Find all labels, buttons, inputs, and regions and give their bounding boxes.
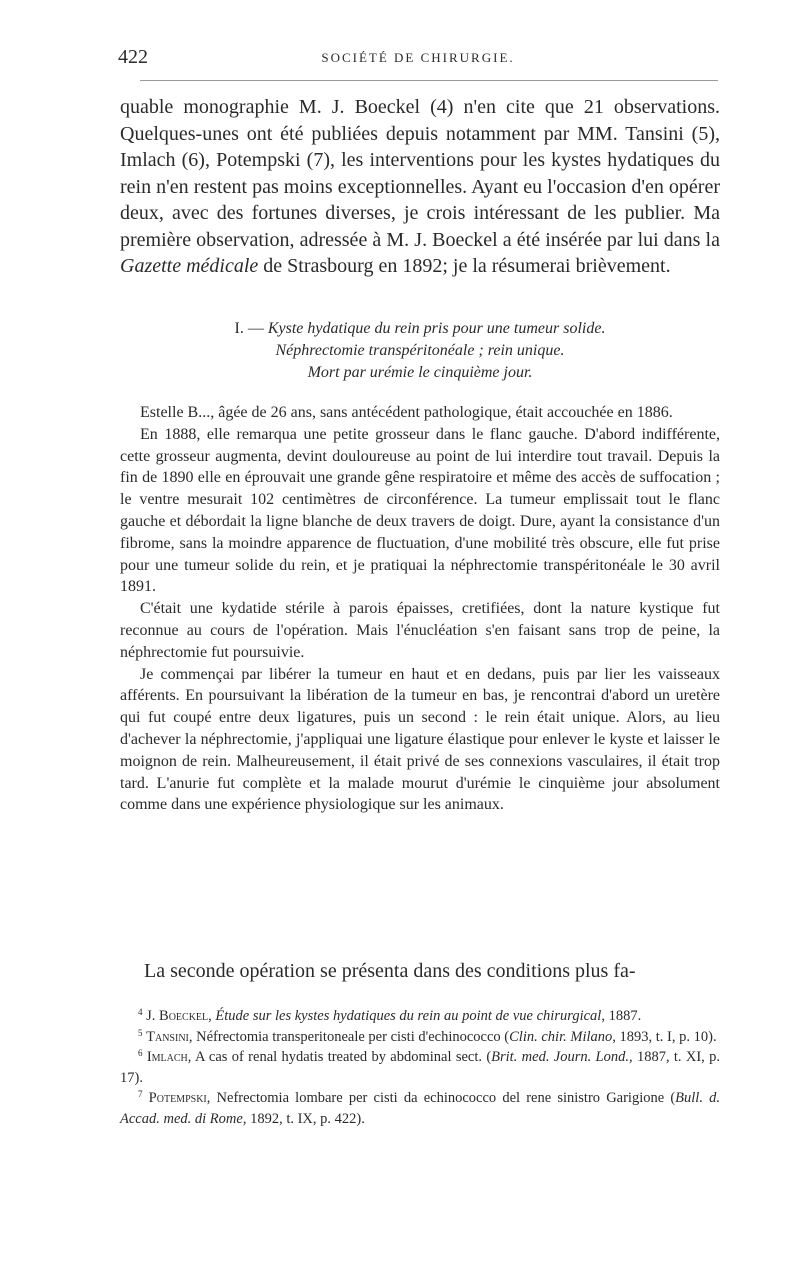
case-title-line1 bbox=[120, 318, 720, 340]
footnote-text: Nefrectomia lombare per cisti da echinococco del rene sinistro Garigione ( bbox=[216, 1090, 676, 1106]
running-title: SOCIÉTÉ DE CHIRURGIE. bbox=[321, 50, 515, 65]
footnote-rest: , 1887, t. XI, p. 17). bbox=[120, 1049, 721, 1086]
intro-text-part2: de Strasbourg en 1892; je la résumerai brièvement. bbox=[258, 255, 671, 277]
footnote-separator: , bbox=[206, 1090, 217, 1106]
footnote bbox=[120, 1027, 720, 1048]
page-number: 422 bbox=[118, 46, 148, 68]
case-paragraph: Je commençai par libérer la tumeur en haut et en dedans, puis par lier les vaisseaux afférents. En poursuivant la libération de la tumeur en bas, je rencontrai d'abord un uretère qui fut coupé entre deux ligatures, puis un second : le rein était unique. Alors, au lieu d'achever la néphrectomie, j'appliquai une ligature élastique pour enlever le kyste et laisser le moignon de rein. Malheureusement, il était privé de ses connexions vasculaires, il était trop tard. L'anurie fut complète et la malade mourut d'urémie le cinquième jour absolument comme dans une expérience physiologique sur les animaux. bbox=[120, 665, 720, 814]
footnote bbox=[120, 1006, 720, 1027]
footnote-separator: , bbox=[187, 1049, 195, 1065]
case-paragraph: En 1888, elle remarqua une petite grosseur dans le flanc gauche. D'abord indifférente, cette grosseur augmenta, devint douloureuse au point de lui interdire tout travail. Depuis la fin de 1890 elle en éprouvait une grande gêne respiratoire et même des accès de suffocation ; le ventre mesurait 102 centimètres de circonférence. La tumeur emplissait tout le flanc gauche et débordait la ligne blanche de deux travers de doigt. Dure, ayant la consistance d'un fibrome, sans la moindre apparence de fluctuation, d'une mobilité très obscure, elle fut prise pour une tumeur solide du rein, et je pratiquai la néphrectomie transpéritonéale le 30 avril 1891. bbox=[120, 425, 720, 596]
case-numeral: I. — bbox=[234, 320, 268, 337]
case-body bbox=[120, 402, 720, 816]
footnote-number: 6 bbox=[138, 1048, 143, 1058]
footnote-rest: , 1893, t. I, p. 10). bbox=[612, 1028, 717, 1045]
footnote-title: Étude sur les kystes hydatiques du rein au point de vue chirurgical bbox=[215, 1008, 602, 1024]
case-title-line2 bbox=[120, 340, 720, 362]
intro-text bbox=[120, 94, 720, 280]
case-title bbox=[120, 318, 720, 384]
case-paragraph: Estelle B..., âgée de 26 ans, sans antécédent pathologique, était accouchée en 1886. bbox=[140, 404, 673, 421]
case-title-text1: Kyste hydatique du rein pris pour une tumeur solide. bbox=[267, 320, 606, 337]
intro-journal-title: Gazette médicale bbox=[120, 255, 259, 277]
footnote-author: Imlach bbox=[146, 1049, 188, 1065]
footnote-journal: Bull. d. Accad. med. di Rome bbox=[120, 1090, 721, 1127]
footnote-journal: Brit. med. Journ. Lond. bbox=[491, 1049, 629, 1065]
case-paragraph: C'était une kydatide stérile à parois épaisses, cretifiées, dont la nature kystique fut reconnue au cours de l'opération. Mais l'énucléation s'en faisant sans trop de peine, la néphrectomie fut poursuivie. bbox=[120, 600, 720, 661]
footnote-rest: , 1887. bbox=[601, 1008, 642, 1024]
case-title-text3: Mort par urémie le cinquième jour. bbox=[307, 364, 533, 381]
footnote-text: Néfrectomia transperitoneale per cisti d'echinococco ( bbox=[196, 1028, 510, 1045]
footnote-number: 4 bbox=[138, 1007, 143, 1017]
footnote bbox=[120, 1088, 720, 1129]
footnote-number: 7 bbox=[138, 1089, 143, 1099]
footnote-author: Tansini bbox=[146, 1028, 189, 1045]
footnote-author: Potempski bbox=[148, 1090, 207, 1106]
header-rule bbox=[140, 80, 718, 81]
footnote-journal: Clin. chir. Milano bbox=[509, 1028, 613, 1045]
footnote-separator: , bbox=[188, 1028, 197, 1045]
case-title-line3 bbox=[120, 362, 720, 384]
intro-text-part1: quable monographie M. J. Boeckel (4) n'en cite que 21 observations. Quelques-unes ont été publiées depuis notamment par MM. Tansini (5), Imlach (6), Potempski (7), les interventions pour les kystes hydatiques du rein n'en restent pas moins exceptionnelles. Ayant eu l'occasion d'en opérer deux, avec des fortunes diverses, je crois intéressant de les publier. Ma première observation, adressée à M. J. Boeckel a été insérée par lui dans la bbox=[120, 96, 720, 251]
intro-paragraph bbox=[120, 94, 720, 280]
footnote-rest: , 1892, t. IX, p. 422). bbox=[242, 1110, 365, 1127]
footnote-author: J. Boeckel bbox=[146, 1008, 209, 1024]
continuation-line: La seconde opération se présenta dans des conditions plus fa- bbox=[144, 960, 636, 982]
footnote-number: 5 bbox=[138, 1027, 143, 1038]
footnote-text: A cas of renal hydatis treated by abdominal sect. ( bbox=[194, 1049, 492, 1065]
case-title-text2: Néphrectomie transpéritonéale ; rein unique. bbox=[275, 342, 565, 359]
footnote bbox=[120, 1047, 720, 1088]
footnotes bbox=[120, 1006, 720, 1129]
page-header bbox=[118, 46, 718, 70]
footnote-separator: , bbox=[208, 1008, 216, 1024]
